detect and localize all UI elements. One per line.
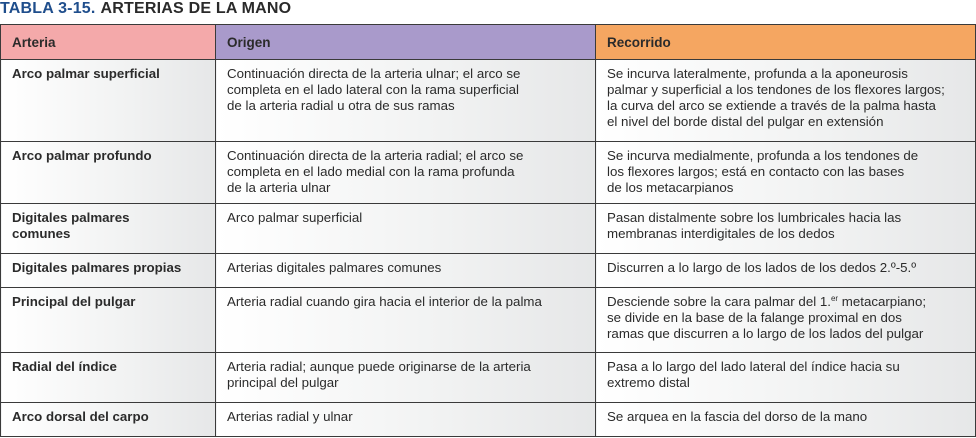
table-name: ARTERIAS DE LA MANO — [100, 0, 292, 17]
cell-origen — [216, 254, 596, 288]
recorrido-line: la curva del arco se extiende a través de la palma hasta — [607, 98, 936, 113]
cell-arteria — [1, 60, 216, 142]
cell-origen — [216, 288, 596, 353]
table-row — [1, 288, 976, 353]
recorrido-line: Se arquea en la fascia del dorso de la mano — [607, 409, 868, 424]
table-row — [1, 204, 976, 254]
origen-line: Continuación directa de la arteria ulnar; el arco se — [227, 66, 521, 81]
cell-arteria — [1, 353, 216, 403]
recorrido-line: Se incurva lateralmente, profunda a la aponeurosis — [607, 66, 908, 81]
cell-origen — [216, 353, 596, 403]
header-arteria: Arteria — [1, 25, 216, 60]
cell-arteria — [1, 288, 216, 353]
origen-line: completa en el lado lateral con la rama superficial — [227, 82, 519, 97]
arteria-line: Arco dorsal del carpo — [12, 409, 149, 424]
cell-recorrido — [596, 204, 976, 254]
origen-line: Arteria radial cuando gira hacia el interior de la palma — [227, 294, 542, 309]
recorrido-line: Pasa a lo largo del lado lateral del índice hacia su — [607, 359, 900, 374]
arteria-line: Principal del pulgar — [12, 294, 136, 309]
recorrido-line: Pasan distalmente sobre los lumbricales hacia las — [607, 210, 902, 225]
recorrido-line: extremo distal — [607, 375, 690, 390]
cell-arteria — [1, 142, 216, 204]
arteria-line: comunes — [12, 226, 71, 241]
table-row — [1, 142, 976, 204]
origen-line: Arteria radial; aunque puede originarse de la arteria — [227, 359, 531, 374]
recorrido-line: los flexores largos; está en contacto con las bases — [607, 164, 905, 179]
arteria-line: Digitales palmares propias — [12, 260, 182, 275]
origen-line: Continuación directa de la arteria radial; el arco se — [227, 148, 524, 163]
cell-recorrido — [596, 142, 976, 204]
arteries-table — [0, 24, 976, 437]
table-row — [1, 254, 976, 288]
recorrido-line: de los metacarpianos — [607, 180, 734, 195]
cell-recorrido — [596, 288, 976, 353]
recorrido-line: Se incurva medialmente, profunda a los tendones de — [607, 148, 919, 163]
table-title — [0, 0, 291, 22]
recorrido-line: el nivel del borde distal del pulgar en extensión — [607, 114, 884, 129]
cell-origen — [216, 142, 596, 204]
table-row — [1, 353, 976, 403]
cell-recorrido — [596, 60, 976, 142]
cell-arteria — [1, 254, 216, 288]
recorrido-line: ramas que discurren a lo largo de los lados del pulgar — [607, 326, 924, 341]
cell-recorrido — [596, 254, 976, 288]
origen-line: de la arteria ulnar — [227, 180, 331, 195]
arteria-line: Arco palmar profundo — [12, 148, 152, 163]
origen-line: Arterias radial y ulnar — [227, 409, 353, 424]
origen-line: de la arteria radial u otra de sus ramas — [227, 98, 455, 113]
origen-line: completa en el lado medial con la rama profunda — [227, 164, 515, 179]
cell-origen — [216, 403, 596, 437]
header-origen: Origen — [216, 25, 596, 60]
table-number: TABLA 3-15. — [0, 0, 96, 17]
table-row — [1, 60, 976, 142]
table-row — [1, 403, 976, 437]
header-row — [1, 25, 976, 60]
header-recorrido: Recorrido — [596, 25, 976, 60]
arteria-line: Digitales palmares — [12, 210, 130, 225]
cell-arteria — [1, 403, 216, 437]
cell-recorrido — [596, 403, 976, 437]
origen-line: Arterias digitales palmares comunes — [227, 260, 442, 275]
cell-origen — [216, 60, 596, 142]
origen-line: Arco palmar superficial — [227, 210, 363, 225]
arteria-line: Arco palmar superficial — [12, 66, 160, 81]
recorrido-line: palmar y superficial a los tendones de los flexores largos; — [607, 82, 945, 97]
origen-line: principal del pulgar — [227, 375, 339, 390]
cell-recorrido — [596, 353, 976, 403]
cell-arteria — [1, 204, 216, 254]
recorrido-line: membranas interdigitales de los dedos — [607, 226, 835, 241]
cell-origen — [216, 204, 596, 254]
recorrido-line: Discurren a lo largo de los lados de los dedos 2.º-5.º — [607, 260, 917, 275]
recorrido-line: se divide en la base de la falange proximal en dos — [607, 310, 902, 325]
recorrido-line: Desciende sobre la cara palmar del 1.$^{er}$ metacarpiano; — [607, 294, 927, 309]
arteria-line: Radial del índice — [12, 359, 117, 374]
